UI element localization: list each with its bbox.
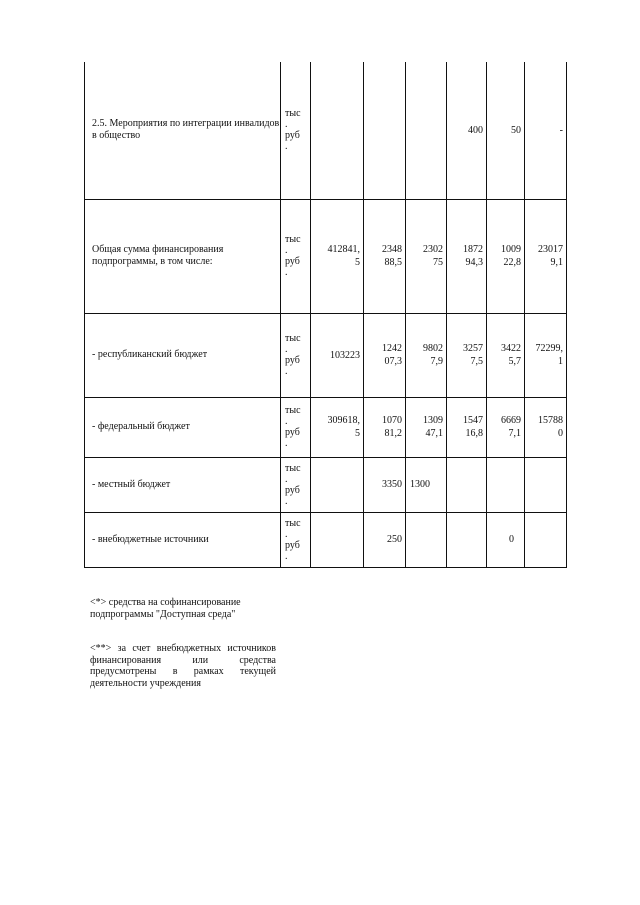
table-row <box>85 199 567 313</box>
row-name: - федеральный бюджет <box>85 397 281 457</box>
value-cell: 2302 75 <box>406 199 447 313</box>
value-cell <box>447 457 487 512</box>
value-cell <box>406 62 447 199</box>
value-cell <box>311 512 364 567</box>
value-cell: 1242 07,3 <box>364 313 406 397</box>
financing-table <box>84 62 567 568</box>
table-row <box>85 62 567 199</box>
row-unit: тыс . руб . <box>281 457 311 512</box>
table-row <box>85 457 567 512</box>
value-cell <box>525 457 567 512</box>
value-cell: 9802 7,9 <box>406 313 447 397</box>
row-name: - местный бюджет <box>85 457 281 512</box>
row-unit: тыс . руб . <box>281 512 311 567</box>
footnote-extrabudgetary: <**> за счет внебюджетных источников финансирования или средства предусмотрены в рамках текущей деятельности учреждения <box>90 643 276 689</box>
row-unit: тыс . руб . <box>281 62 311 199</box>
value-cell <box>364 62 406 199</box>
value-cell <box>447 512 487 567</box>
value-cell <box>487 457 525 512</box>
row-name: - внебюджетные источники <box>85 512 281 567</box>
value-cell: 309618, 5 <box>311 397 364 457</box>
value-cell <box>311 457 364 512</box>
footnote-cofinancing: <*> средства на софинансирование подпрограммы "Доступная среда" <box>90 597 241 620</box>
value-cell: 400 <box>447 62 487 199</box>
value-cell: 250 <box>364 512 406 567</box>
value-cell: 0 <box>487 512 525 567</box>
value-cell: 15788 0 <box>525 397 567 457</box>
row-unit: тыс . руб . <box>281 397 311 457</box>
value-cell <box>311 62 364 199</box>
value-cell <box>525 512 567 567</box>
value-cell: 1009 22,8 <box>487 199 525 313</box>
row-name: Общая сумма финансирования подпрограммы, в том числе: <box>85 199 281 313</box>
value-cell: 50 <box>487 62 525 199</box>
value-cell: 6669 7,1 <box>487 397 525 457</box>
table-row <box>85 313 567 397</box>
table-row <box>85 397 567 457</box>
value-cell: 1070 81,2 <box>364 397 406 457</box>
value-cell <box>406 512 447 567</box>
row-name: 2.5. Мероприятия по интеграции инвалидов в общество <box>85 62 281 199</box>
row-unit: тыс . руб . <box>281 199 311 313</box>
value-cell: 3422 5,7 <box>487 313 525 397</box>
value-cell: 1872 94,3 <box>447 199 487 313</box>
value-cell: 3350 <box>364 457 406 512</box>
value-cell: 412841, 5 <box>311 199 364 313</box>
table-row <box>85 512 567 567</box>
value-cell: 1309 47,1 <box>406 397 447 457</box>
value-cell: 3257 7,5 <box>447 313 487 397</box>
value-cell: 23017 9,1 <box>525 199 567 313</box>
value-cell: - <box>525 62 567 199</box>
value-cell: 1547 16,8 <box>447 397 487 457</box>
value-cell: 1300 <box>406 457 447 512</box>
value-cell: 103223 <box>311 313 364 397</box>
row-name: - республиканский бюджет <box>85 313 281 397</box>
row-unit: тыс . руб . <box>281 313 311 397</box>
value-cell: 72299, 1 <box>525 313 567 397</box>
value-cell: 2348 88,5 <box>364 199 406 313</box>
